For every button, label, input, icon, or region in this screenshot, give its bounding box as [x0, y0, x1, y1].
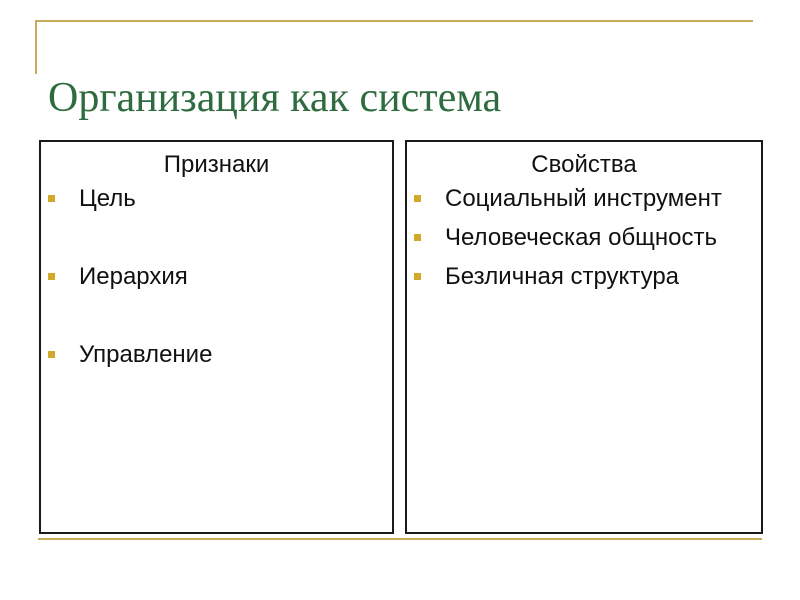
list-item-text: Управление — [79, 341, 213, 368]
list-item — [41, 338, 392, 371]
features-list — [41, 182, 392, 371]
list-item — [41, 260, 392, 293]
list-item — [407, 221, 761, 254]
bottom-accent-line — [38, 538, 762, 540]
list-item-text: Безличная структура — [445, 263, 680, 290]
list-item-text: Социальный инструмент — [445, 185, 722, 212]
list-item-text: Человеческая общность — [445, 224, 718, 251]
square-bullet-icon — [48, 351, 55, 358]
features-header: Признаки — [163, 151, 270, 178]
square-bullet-icon — [48, 273, 55, 280]
features-box — [39, 140, 394, 534]
square-bullet-icon — [48, 195, 55, 202]
properties-header: Свойства — [531, 151, 637, 178]
square-bullet-icon — [414, 195, 421, 202]
properties-box — [405, 140, 763, 534]
left-accent-line — [35, 20, 37, 74]
list-item — [407, 260, 761, 293]
list-item-text: Цель — [79, 185, 136, 212]
slide-title: Организация как система — [48, 75, 502, 121]
list-item — [41, 182, 392, 215]
list-item-text: Иерархия — [79, 263, 188, 290]
properties-list — [407, 182, 761, 293]
top-accent-line — [35, 20, 753, 22]
list-item — [407, 182, 761, 215]
square-bullet-icon — [414, 273, 421, 280]
square-bullet-icon — [414, 234, 421, 241]
